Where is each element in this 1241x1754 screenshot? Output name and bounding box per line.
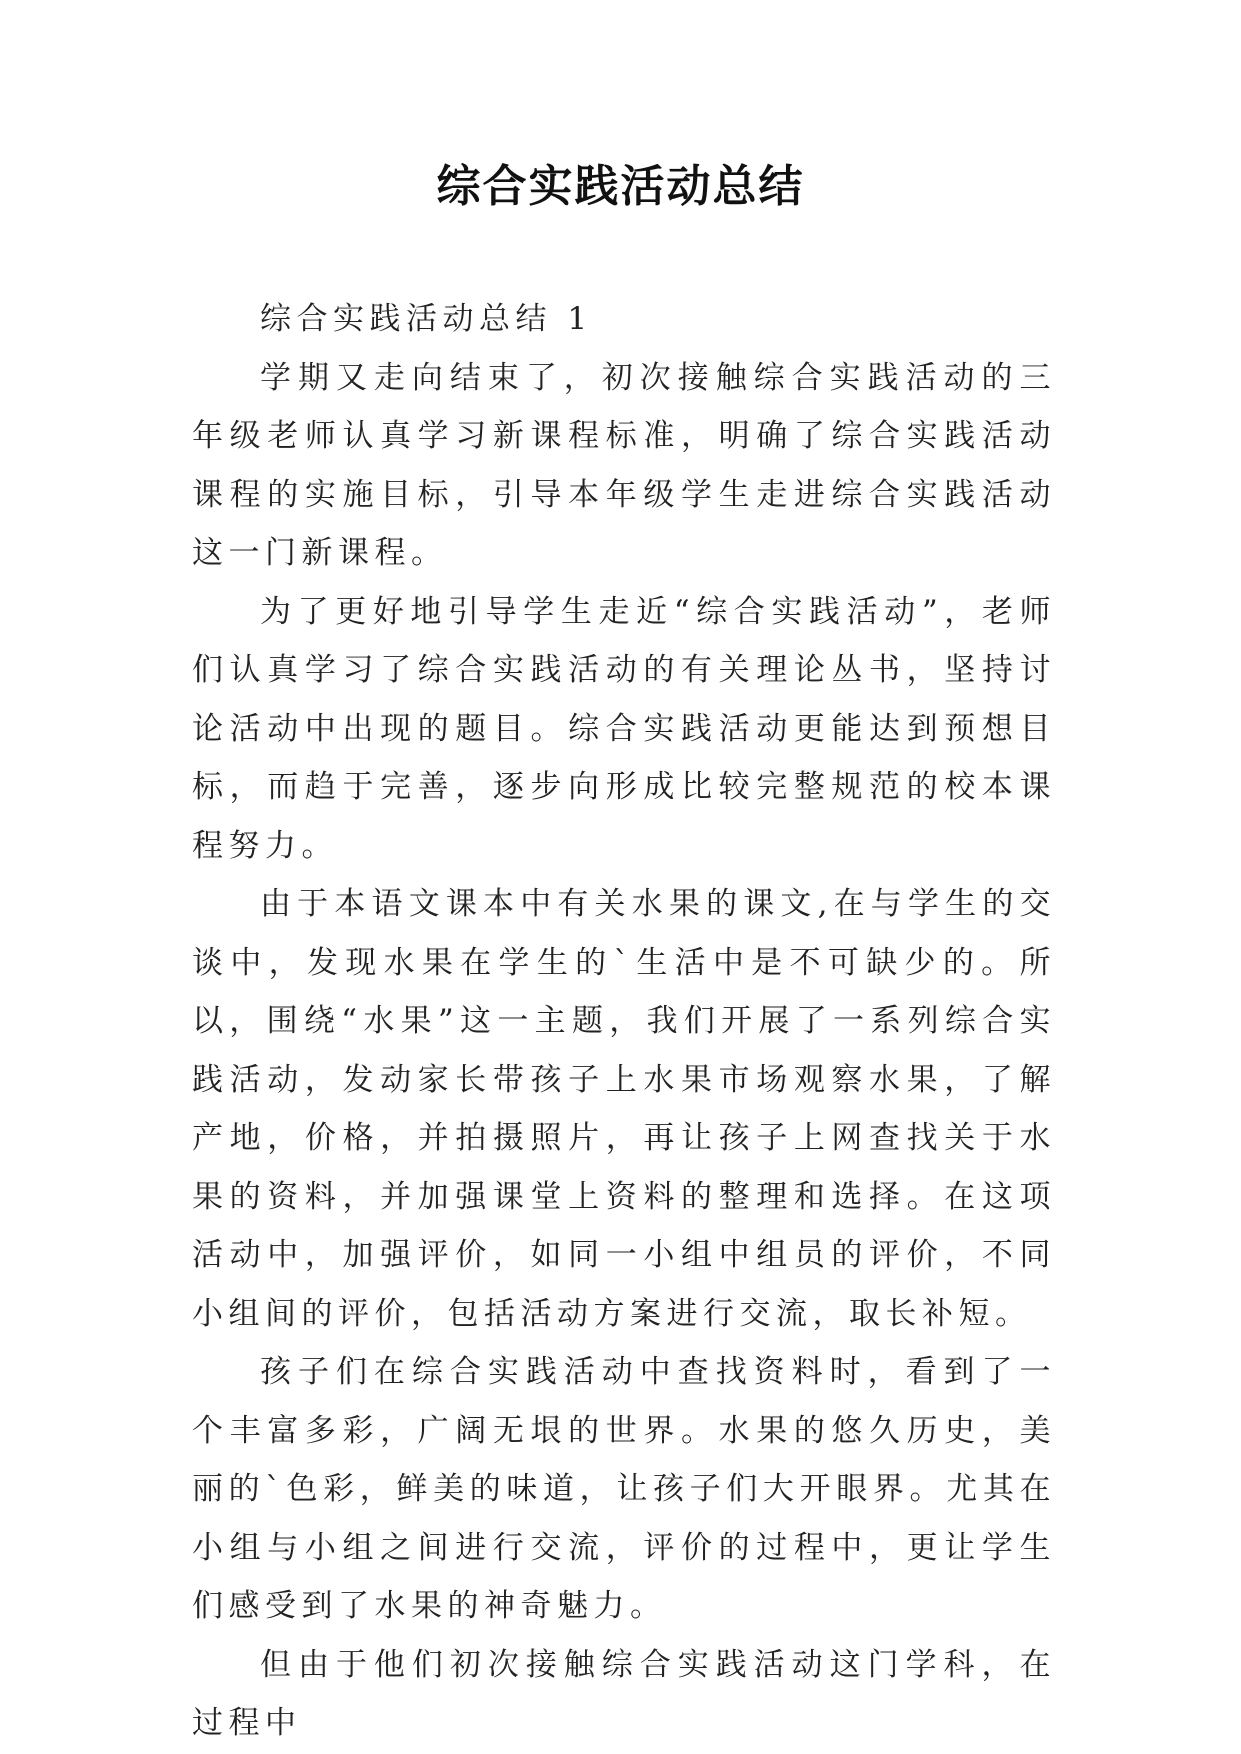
paragraph: 孩子们在综合实践活动中查找资料时，看到了一个丰富多彩，广阔无垠的世界。水果的悠久历史，美丽的`色彩，鲜美的味道，让孩子们大开眼界。尤其在小组与小组之间进行交流，评价的过程中，更让学生们感受到了水果的神奇魅力。 xyxy=(192,1354,1056,1624)
section-heading: 综合实践活动总结 1 xyxy=(260,301,593,337)
document-body xyxy=(192,290,1056,1753)
document-title: 综合实践活动总结 xyxy=(436,161,805,212)
paragraph: 但由于他们初次接触综合实践活动这门学科，在过程中 xyxy=(192,1646,1056,1741)
paragraph: 为了更好地引导学生走近“综合实践活动”，老师们认真学习了综合实践活动的有关理论丛书，坚持讨论活动中出现的题目。综合实践活动更能达到预想目标，而趋于完善，逐步向形成比较完整规范的校本课程努力。 xyxy=(192,593,1056,864)
paragraph: 学期又走向结束了，初次接触综合实践活动的三年级老师认真学习新课程标准，明确了综合实践活动课程的实施目标，引导本年级学生走进综合实践活动这一门新课程。 xyxy=(192,359,1056,571)
paragraph: 由于本语文课本中有关水果的课文,在与学生的交谈中，发现水果在学生的`生活中是不可缺少的。所以，围绕“水果”这一主题，我们开展了一系列综合实践活动，发动家长带孩子上水果市场观察水果，了解产地，价格，并拍摄照片，再让孩子上网查找关于水果的资料，并加强课堂上资料的整理和选择。在这项活动中，加强评价，如同一小组中组员的评价，不同小组间的评价，包括活动方案进行交流，取长补短。 xyxy=(192,886,1056,1332)
